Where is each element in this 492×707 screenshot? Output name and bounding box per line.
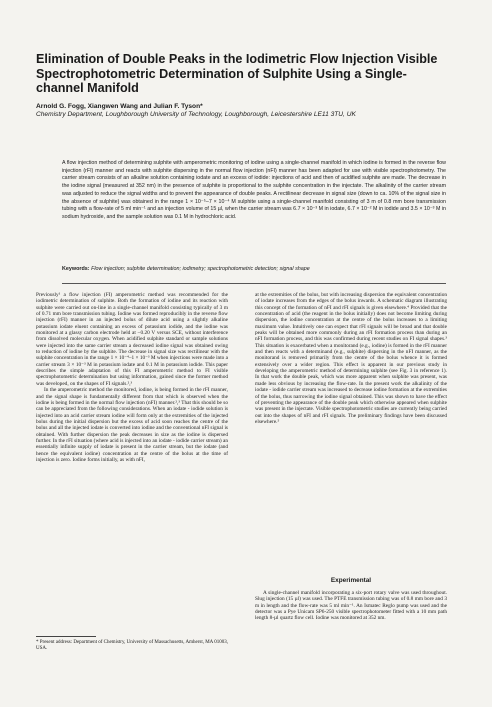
abstract: A flow injection method of determining sulphite with amperometric monitoring of iodine using a single-channel manifold in which iodine is formed in the reverse flow injection (rFI) manner and reacts with sulphite dispersing in the normal flow injection (nFI) manner has been adapted for use with visible spectrophotometry. The carrier stream consists of an alkaline solution containing iodate and an excess of iodide: injections of acid and then of acidified sulphite are made. The decrease in the iodine signal (measured at 352 nm) in the presence of sulphite is proportional to the sulphite concentration in the injectate. The alkalinity of the carrier stream was adjusted to reduce the signal widths and to prevent the appearance of double peaks. A rectilinear decrease in signal size (down to ca. 10% of the signal size in the absence of sulphite) was obtained in the range 1 × 10⁻⁵–7 × 10⁻⁴ M sulphite using a single-channel manifold consisting of 3 m of 0.8 mm bore transmission tubing with a flow-rate of 5 ml min⁻¹ and an injection volume of 15 µl, when the carrier stream was 6.7 × 10⁻³ M in iodate, 6.7 × 10⁻² M in iodide and 3.5 × 10⁻³ M in sodium hydroxide, and the sample solution was 0.1 M in hydrochloric acid.	[62, 160, 446, 220]
footnote: * Present address: Department of Chemistry, University of Massachusetts, Amherst, MA 01003, USA.	[36, 640, 229, 651]
left-column	[36, 292, 228, 463]
section-heading-experimental: Experimental	[330, 577, 372, 584]
footnote-divider	[36, 636, 96, 637]
article-title: Elimination of Double Peaks in the Iodimetric Flow Injection Visible Spectrophotometric Determination of Sulphite Using a Single-channel Manifold	[36, 52, 438, 96]
keywords-line	[62, 266, 446, 273]
body-paragraph: Previously¹ a flow injection (FI) amperometric method was recommended for the iodimetric determination of sulphite. Both the formation of iodine and its reaction with sulphite were carried out on-line in a single-channel manifold consisting typically of 3 m of 0.71 mm bore transmission tubing. Iodine was formed reproducibly in the reverse flow injection (rFI) manner in an injected bolus of dilute acid using a slightly alkaline potassium iodate eluent containing an excess of potassium iodide, and the iodine was monitored at a glassy carbon electrode held at −0.20 V versus SCE, without interference from dissolved molecular oxygen. When acidified sulphite standard or sample solutions were injected into the same carrier stream a decreased iodine signal was obtained owing to reduction of iodine by the sulphite. The decrease in signal size was rectilinear with the sulphite concentration in the range 1 × 10⁻⁴–1 × 10⁻³ M when injections were made into a carrier stream 3 × 10⁻³ M in potassium iodate and 0.1 M in potassium iodide. This paper describes the simple adaptation of this FI amperometric method to FI visible spectrophotometric determination but using information, gained since the former method was developed, on the shapes of FI signals.²,³	[36, 292, 228, 387]
abstract-divider	[62, 283, 446, 284]
keywords-list: Flow injection; sulphite determination; iodimetry; spectrophotometric detection; signal shape	[91, 266, 310, 272]
experimental-section	[255, 590, 447, 622]
body-paragraph: In the amperometric method the monitored, iodine, is being formed in the rFI manner, and the signal shape is fundamentally different from that which is observed when the iodine is being formed in the normal flow injection (nFI) manner.²,³ That this should be so can be appreciated from the following considerations. When an iodate - iodide solution is injected into an acid carrier stream iodine will form only at the extremities of the injected bolus during the initial dispersion but the excess of acid soon reaches the centre of the bolus and all the injected iodate is converted into iodine and the conventional nFI signal is obtained. With further dispersion the peak decreases in size as the iodine is dispersed further. In the rFI situation (where acid is injected into an iodate - iodide carrier stream) an essentially infinite supply of iodate is present in the carrier stream, but the iodate (and hence the equivalent iodine) concentration at the centre of the bolus at the time of injection is zero. Iodine forms initially, as with nFI,	[36, 387, 228, 463]
keywords-label: Keywords:	[62, 266, 90, 272]
author-block	[36, 103, 456, 120]
body-paragraph: at the extremities of the bolus, but with increasing dispersion the equivalent concentration of iodate increases from the edges of the bolus inwards. A schematic diagram illustrating this concept of the formation of nFI and rFI signals is given elsewhere.⁴ Provided that the concentration of acid (the reagent in the bolus initially) does not become limiting during dispersion, the iodine concentration at the centre of the bolus increases to a limiting maximum value. Intuitively one can expect that rFI signals will be broad and that double peaks will be obtained more commonly during an rFI formation process than during an nFI formation process, and this was confirmed during recent studies on FI signal shapes.³ This situation is exacerbated when a monitorand (e.g., iodine) is formed in the rFI manner and then reacts with a determinand (e.g., sulphite) dispersing in the nFI manner, as the monitorand is removed primarily from the centre of the bolus whence it is formed extensively over a wider region. This effect is apparent in our previous study in developing the amperometric method of determining sulphite (see Fig. 3 in reference 1). In that work the double peak, which was more apparent when sulphite was present, was made less obvious by increasing the flow-rate. In the present work the alkalinity of the iodate - iodide carrier stream was increased to decrease iodine formation at the extremities of the bolus, thus narrowing the iodine signal obtained. This was shown to have the effect of preventing the appearance of the double peak which otherwise appeared when sulphite was present in the injectate. Visible spectrophotometric studies are currently being carried out into the shapes of nFI and rFI signals. The preliminary findings have been discussed elsewhere.⁵	[255, 292, 447, 425]
author-affiliation: Chemistry Department, Loughborough University of Technology, Loughborough, Leicestershire LE11 3TU, UK	[36, 111, 356, 119]
body-paragraph: A single-channel manifold incorporating a six-port rotary valve was used throughout. Slug injection (15 µl) was used. The PTFE transmission tubing was of 0.8 mm bore and 3 m in length and the flow-rate was 5 ml min⁻¹. An Ismatec Reglo pump was used and the detector was a Pye Unicam SP6-250 visible spectrophotometer fitted with a 10 mm path length 8-µl quartz flow cell. Iodine was monitored at 352 nm.	[255, 590, 447, 622]
author-names: Arnold G. Fogg, Xiangwen Wang and Julian F. Tyson*	[36, 103, 203, 110]
right-column	[255, 292, 447, 425]
